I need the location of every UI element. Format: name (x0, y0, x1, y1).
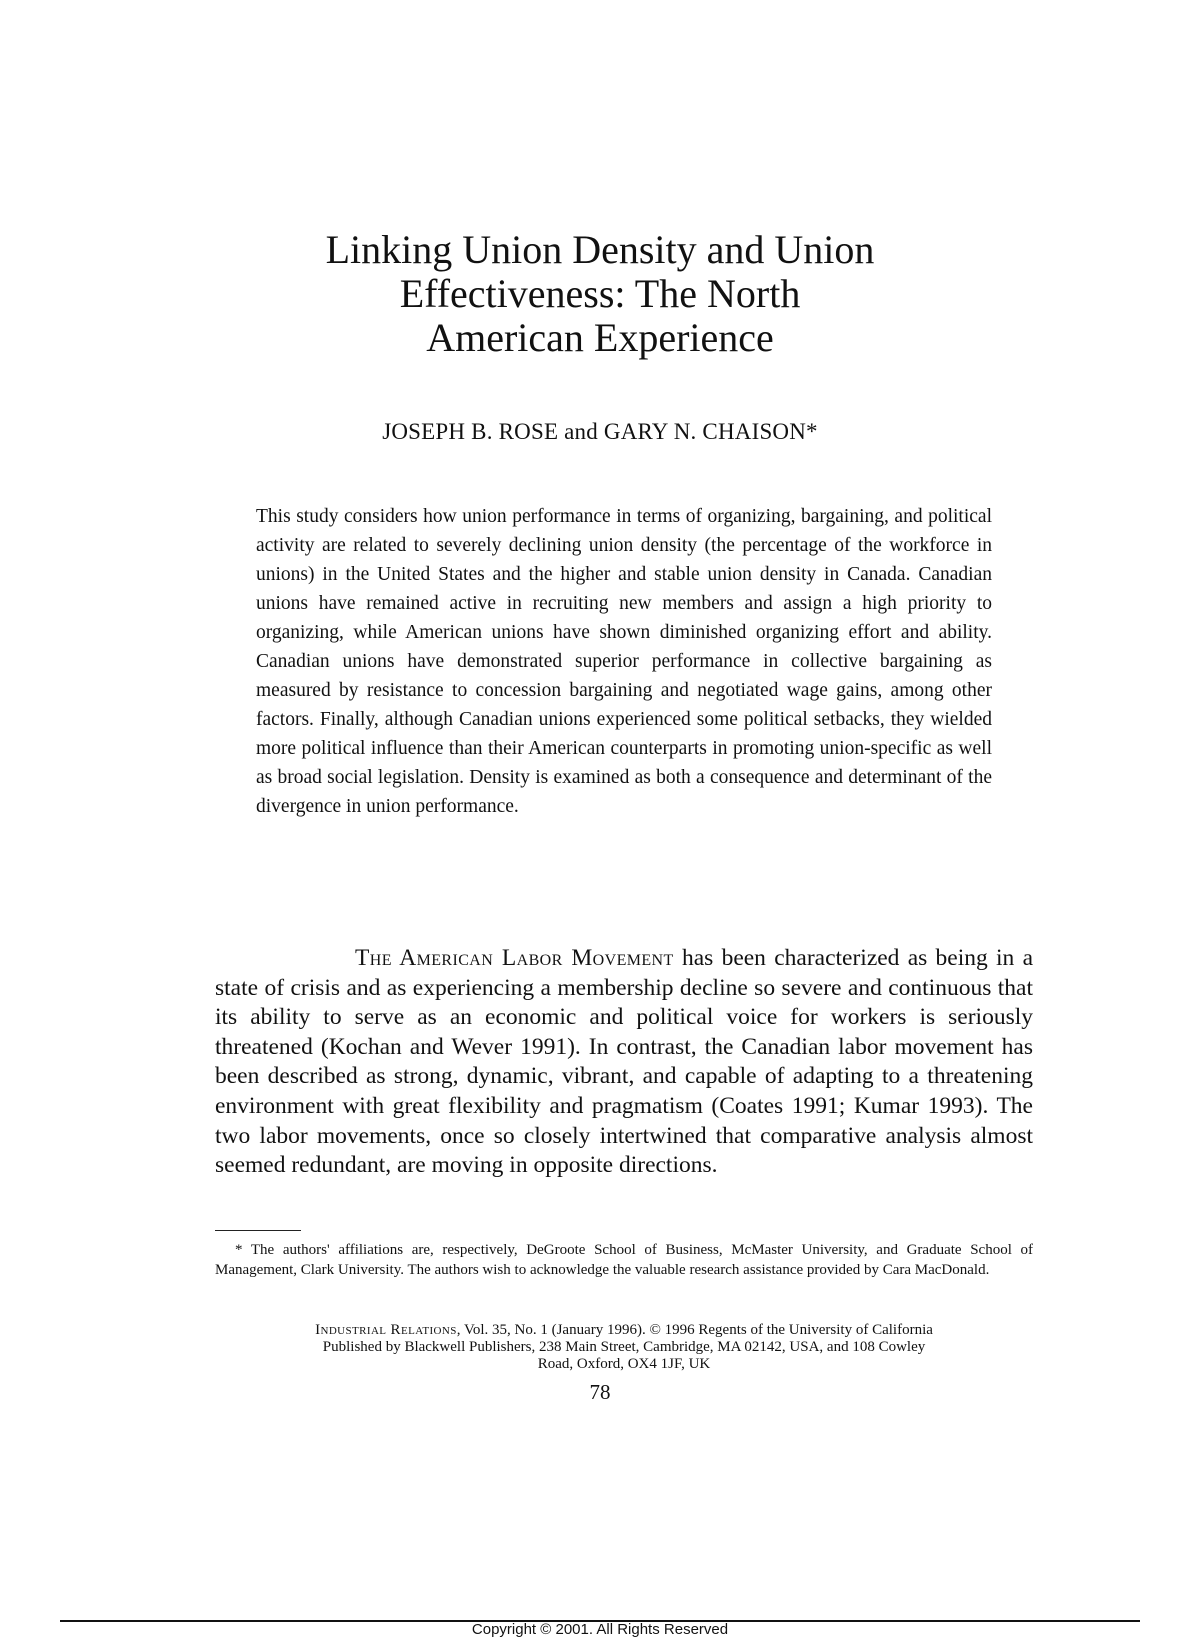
author-byline: JOSEPH B. ROSE and GARY N. CHAISON* (382, 419, 818, 444)
author-affiliation-footnote (215, 1240, 1033, 1280)
journal-volume-info: , Vol. 35, No. 1 (January 1996). © 1996 Regents of the University of California (456, 1322, 933, 1338)
article-title (300, 228, 900, 360)
article-title-line-2: Effectiveness: The North (399, 271, 801, 316)
body-paragraph-text: has been characterized as being in a state of crisis and as experiencing a membership decline so severe and continuous that its ability to serve as an economic and political voice for workers is seriously threatened (Kochan and Wever 1991). In contrast, the Canadian labor movement has been described as strong, dynamic, vibrant, and capable of adapting to a threatening environment with great flexibility and pragmatism (Coates 1991; Kumar 1993). The two labor movements, once so closely intertwined that comparative analysis almost seemed redundant, are moving in opposite directions. (215, 945, 1034, 1179)
article-title-line-3: American Experience (426, 315, 774, 360)
footnote-text: * The authors' affiliations are, respectively, DeGroote School of Business, McMaster University, and Graduate School of Management, Clark University. The authors wish to acknowledge the valuable research assistance provided by Cara MacDonald. (215, 1242, 1033, 1278)
footnote-rule (215, 1230, 301, 1231)
journal-citation-line-1 (215, 1322, 1033, 1339)
journal-name: Industrial Relations (315, 1322, 457, 1338)
abstract: This study considers how union performance in terms of organizing, bargaining, and political activity are related to severely declining union density (the percentage of the workforce in unions) in the United States and the higher and stable union density in Canada. Canadian unions have remained active in recruiting new members and assign a high priority to organizing, while American unions have shown diminished organizing effort and ability. Canadian unions have demonstrated superior performance in collective bargaining as measured by resistance to concession bargaining and negotiated wage gains, among other factors. Finally, although Canadian unions experienced some political setbacks, they wielded more political influence than their American counterparts in promoting union-specific as well as broad social legislation. Density is examined as both a consequence and determinant of the divergence in union performance. (256, 506, 992, 817)
body-paragraph (215, 944, 1033, 1181)
article-title-line-1: Linking Union Density and Union (325, 227, 875, 272)
journal-citation-line-2: Published by Blackwell Publishers, 238 Main Street, Cambridge, MA 02142, USA, and 108 Cowley (322, 1339, 926, 1355)
journal-citation (215, 1322, 1033, 1373)
copyright-notice: Copyright © 2001. All Rights Reserved (471, 1623, 729, 1637)
bottom-rule (60, 1620, 1140, 1622)
lead-in-small-caps: The American Labor Movement (355, 945, 674, 971)
journal-citation-line-3: Road, Oxford, OX4 1JF, UK (537, 1356, 711, 1372)
page-number: 78 (589, 1380, 611, 1404)
